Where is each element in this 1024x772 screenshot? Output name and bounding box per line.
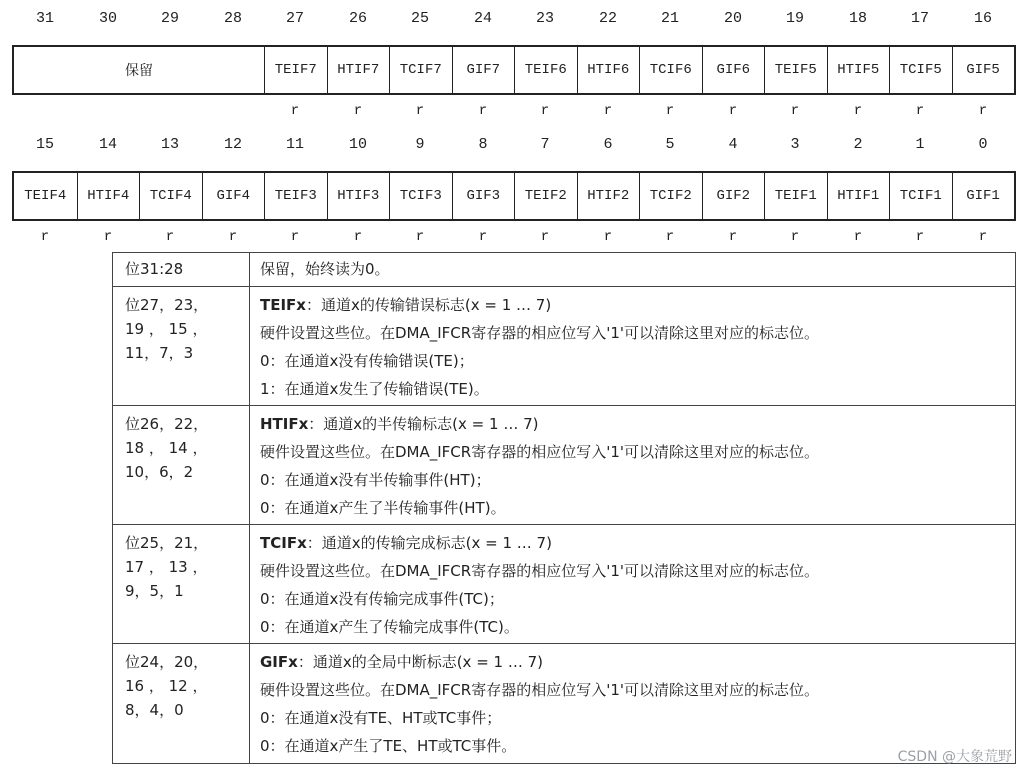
bit-range: 位27，23， xyxy=(125,296,209,314)
bit-range: 位25，21， xyxy=(125,534,209,552)
desc-row-gif xyxy=(113,644,1016,764)
desc-cell xyxy=(250,525,1016,644)
bit-number: 2 xyxy=(853,136,863,153)
bit-range: 位24，20， xyxy=(125,653,209,671)
desc-title-line xyxy=(260,412,1015,440)
access-flag: r xyxy=(290,229,300,245)
desc-line: 硬件设置这些位。在DMA_IFCR寄存器的相应位写入'1'可以清除这里对应的标志位。 xyxy=(260,324,819,342)
field-htif4: HTIF4 xyxy=(77,173,140,219)
bit-number: 1 xyxy=(915,136,925,153)
access-flag: r xyxy=(415,103,425,119)
field-htif2: HTIF2 xyxy=(577,173,640,219)
access-flag: r xyxy=(665,229,675,245)
bit-number: 20 xyxy=(723,10,742,27)
access-flag: r xyxy=(915,103,925,119)
access-flag: r xyxy=(228,229,238,245)
access-flag: r xyxy=(290,103,300,119)
desc-title-rest: ：通道x的半传输标志(x = 1 … 7) xyxy=(308,415,539,433)
bit-numbers-high xyxy=(0,10,1024,32)
access-flag: r xyxy=(353,229,363,245)
desc-row-htif xyxy=(113,406,1016,525)
field-htif6: HTIF6 xyxy=(577,47,640,93)
access-flag: r xyxy=(790,229,800,245)
access-flag: r xyxy=(978,103,988,119)
desc-line: 0：在通道x产生了传输完成事件(TC)。 xyxy=(260,618,519,636)
desc-row-reserved xyxy=(113,253,1016,287)
bit-number: 22 xyxy=(598,10,617,27)
field-tcif6: TCIF6 xyxy=(639,47,702,93)
desc-title: TEIFx xyxy=(260,296,306,314)
access-flag: r xyxy=(728,103,738,119)
bit-range: 19 ， 15 ， xyxy=(125,320,208,338)
access-flag: r xyxy=(603,229,613,245)
access-row-high xyxy=(0,103,1024,123)
desc-line: 0：在通道x产生了半传输事件(HT)。 xyxy=(260,499,506,517)
field-htif1: HTIF1 xyxy=(827,173,890,219)
desc-line: 硬件设置这些位。在DMA_IFCR寄存器的相应位写入'1'可以清除这里对应的标志位。 xyxy=(260,443,819,461)
bit-number: 13 xyxy=(160,136,179,153)
bit-number: 16 xyxy=(973,10,992,27)
bit-number: 8 xyxy=(478,136,488,153)
bit-numbers-low xyxy=(0,136,1024,158)
desc-line: 0：在通道x没有传输完成事件(TC)； xyxy=(260,590,504,608)
desc-line: 0：在通道x没有半传输事件(HT)； xyxy=(260,471,491,489)
register-row-low xyxy=(12,171,1016,221)
bit-number: 21 xyxy=(660,10,679,27)
field-tcif4: TCIF4 xyxy=(139,173,202,219)
field-gif7: GIF7 xyxy=(452,47,515,93)
field-teif2: TEIF2 xyxy=(514,173,577,219)
desc-cell xyxy=(250,253,1016,287)
field-gif5: GIF5 xyxy=(952,47,1014,93)
field-tcif5: TCIF5 xyxy=(889,47,952,93)
bit-number: 12 xyxy=(223,136,242,153)
desc-row-teif xyxy=(113,287,1016,406)
access-flag: r xyxy=(103,229,113,245)
bit-number: 4 xyxy=(728,136,738,153)
desc-title-line xyxy=(260,293,1015,321)
access-row-low xyxy=(0,229,1024,249)
bit-range: 8，4，0 xyxy=(125,701,184,719)
field-tcif2: TCIF2 xyxy=(639,173,702,219)
desc-title-line xyxy=(260,650,1015,678)
desc-cell xyxy=(250,406,1016,525)
desc-title: 保留，始终读为0。 xyxy=(260,260,390,278)
bit-range: 位26，22， xyxy=(125,415,209,433)
register-row-high xyxy=(12,45,1016,95)
access-flag: r xyxy=(353,103,363,119)
bit-number: 29 xyxy=(160,10,179,27)
field-tcif3: TCIF3 xyxy=(389,173,452,219)
access-flag: r xyxy=(40,229,50,245)
access-flag: r xyxy=(728,229,738,245)
field-htif7: HTIF7 xyxy=(327,47,390,93)
access-flag: r xyxy=(853,103,863,119)
bit-range: 18 ， 14 ， xyxy=(125,439,208,457)
desc-line: 0：在通道x没有传输错误(TE)； xyxy=(260,352,474,370)
field-teif3: TEIF3 xyxy=(264,173,327,219)
bit-number: 10 xyxy=(348,136,367,153)
access-flag: r xyxy=(165,229,175,245)
reserved-field: 保留 xyxy=(125,64,153,80)
bit-number: 28 xyxy=(223,10,242,27)
bit-range-cell xyxy=(113,644,250,764)
field-teif7: TEIF7 xyxy=(264,47,327,93)
bit-number: 17 xyxy=(910,10,929,27)
bit-number: 18 xyxy=(848,10,867,27)
access-flag: r xyxy=(603,103,613,119)
bit-number: 9 xyxy=(415,136,425,153)
bit-number: 6 xyxy=(603,136,613,153)
bit-description-table xyxy=(112,252,1016,764)
bit-range: 9，5，1 xyxy=(125,582,184,600)
access-flag: r xyxy=(790,103,800,119)
access-flag: r xyxy=(978,229,988,245)
access-flag: r xyxy=(915,229,925,245)
bit-range-cell xyxy=(113,253,250,287)
field-tcif1: TCIF1 xyxy=(889,173,952,219)
desc-title: GIFx xyxy=(260,653,298,671)
desc-line: 硬件设置这些位。在DMA_IFCR寄存器的相应位写入'1'可以清除这里对应的标志位。 xyxy=(260,562,819,580)
access-flag: r xyxy=(415,229,425,245)
bit-range: 16 ， 12 ， xyxy=(125,677,208,695)
field-teif5: TEIF5 xyxy=(764,47,827,93)
bit-number: 31 xyxy=(35,10,54,27)
field-gif6: GIF6 xyxy=(702,47,765,93)
field-tcif7: TCIF7 xyxy=(389,47,452,93)
field-gif1: GIF1 xyxy=(952,173,1014,219)
field-teif1: TEIF1 xyxy=(764,173,827,219)
bit-number: 11 xyxy=(285,136,304,153)
desc-title-rest: ：通道x的传输错误标志(x = 1 … 7) xyxy=(305,296,552,314)
desc-title-line xyxy=(260,531,1015,559)
field-gif3: GIF3 xyxy=(452,173,515,219)
bit-number: 3 xyxy=(790,136,800,153)
bit-range-cell xyxy=(113,287,250,406)
bit-number: 30 xyxy=(98,10,117,27)
access-flag: r xyxy=(540,103,550,119)
bit-number: 19 xyxy=(785,10,804,27)
bit-range: 10，6，2 xyxy=(125,463,194,481)
bit-number: 24 xyxy=(473,10,492,27)
field-gif2: GIF2 xyxy=(702,173,765,219)
desc-line: 0：在通道x没有TE、HT或TC事件； xyxy=(260,709,502,727)
bit-range-cell xyxy=(113,406,250,525)
access-flag: r xyxy=(478,103,488,119)
access-flag: r xyxy=(665,103,675,119)
field-htif3: HTIF3 xyxy=(327,173,390,219)
bit-range: 11，7，3 xyxy=(125,344,194,362)
bit-number: 5 xyxy=(665,136,675,153)
access-flag: r xyxy=(540,229,550,245)
bit-number: 14 xyxy=(98,136,117,153)
desc-title: TCIFx xyxy=(260,534,307,552)
bit-range: 17 ， 13 ， xyxy=(125,558,208,576)
desc-row-tcif xyxy=(113,525,1016,644)
watermark: CSDN @大象荒野 xyxy=(897,749,1012,765)
bit-number: 15 xyxy=(35,136,54,153)
bit-number: 25 xyxy=(410,10,429,27)
field-teif4: TEIF4 xyxy=(24,188,67,204)
field-htif5: HTIF5 xyxy=(827,47,890,93)
access-flag: r xyxy=(478,229,488,245)
bit-number: 26 xyxy=(348,10,367,27)
desc-title: HTIFx xyxy=(260,415,309,433)
bit-number: 7 xyxy=(540,136,550,153)
desc-title-rest: ：通道x的传输完成标志(x = 1 … 7) xyxy=(306,534,552,552)
field-teif6: TEIF6 xyxy=(514,47,577,93)
field-gif4: GIF4 xyxy=(202,173,265,219)
desc-title-rest: ：通道x的全局中断标志(x = 1 … 7) xyxy=(297,653,544,671)
desc-line: 硬件设置这些位。在DMA_IFCR寄存器的相应位写入'1'可以清除这里对应的标志位。 xyxy=(260,681,819,699)
access-flag: r xyxy=(853,229,863,245)
desc-line: 1：在通道x发生了传输错误(TE)。 xyxy=(260,380,489,398)
bit-number: 27 xyxy=(285,10,304,27)
bit-number: 23 xyxy=(535,10,554,27)
bit-number: 0 xyxy=(978,136,988,153)
bit-range: 位31:28 xyxy=(125,260,184,278)
bit-range-cell xyxy=(113,525,250,644)
desc-line: 0：在通道x产生了TE、HT或TC事件。 xyxy=(260,737,517,755)
desc-cell xyxy=(250,287,1016,406)
